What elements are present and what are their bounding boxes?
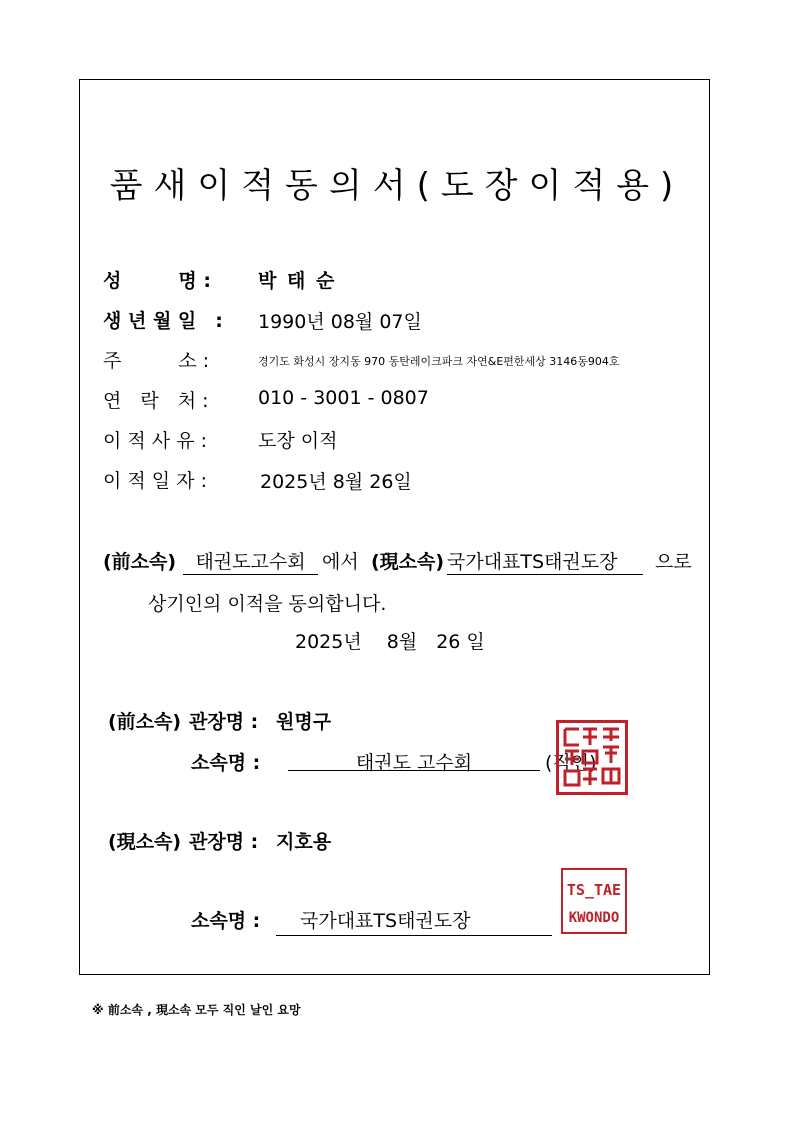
consent-prev-school: 태권도고수회 (183, 547, 318, 575)
name-value: 박 태 순 (258, 270, 337, 292)
curr-director-name: 지호용 (276, 831, 332, 853)
name-label: 성 명 : (103, 270, 211, 292)
contact-label: 연 락 처 : (103, 390, 209, 412)
prev-school-name: 태권도 고수회 (355, 752, 473, 774)
curr-school-label: 소속명 : (191, 910, 261, 932)
date-label: 이 적 일 자 : (103, 470, 207, 492)
consent-prev-tag: (前소속) (103, 551, 177, 573)
prev-tag: (前소속) (108, 711, 182, 733)
curr-school-seal (561, 868, 627, 934)
prev-school-label: 소속명 : (191, 752, 261, 774)
prev-director-label: 관장명 : (189, 711, 259, 733)
document-title: 품새이적동의서(도장이적용) (109, 166, 685, 206)
prev-school-underline (288, 770, 540, 771)
prev-school-seal (556, 720, 628, 795)
consent-to-text: 으로 (655, 551, 692, 573)
reason-value: 도장 이적 (258, 430, 338, 452)
consent-curr-school: 국가대표TS태권도장 (447, 547, 643, 575)
reason-label: 이 적 사 유 : (103, 430, 207, 452)
footnote: ※ 前소속 , 現소속 모두 직인 날인 요망 (92, 1003, 301, 1017)
seal-line-1: TS_TAE (566, 881, 622, 899)
consent-curr-tag: (現소속) (371, 551, 445, 573)
curr-tag: (現소속) (108, 831, 182, 853)
curr-school-underline (276, 935, 552, 936)
consent-date: 2025년 8월 26 일 (295, 631, 485, 653)
seal-pattern-icon (559, 723, 625, 792)
prev-director-name: 원명구 (276, 711, 332, 733)
prev-seal-label: (직인) (545, 752, 597, 774)
contact-value: 010 - 3001 - 0807 (258, 387, 429, 409)
date-value: 2025년 8월 26일 (260, 471, 412, 493)
consent-from-text: 에서 (322, 551, 359, 573)
curr-school-name: 국가대표TS태권도장 (300, 910, 471, 932)
address-label: 주 소 : (103, 350, 210, 372)
address-value: 경기도 화성시 장지동 970 동탄레이크파크 자연&E편한세상 3146동904호 (258, 355, 620, 368)
birth-label: 생 년 월 일 : (103, 310, 223, 332)
curr-director-label: 관장명 : (189, 831, 259, 853)
seal-line-2: KWONDO (568, 910, 620, 926)
birth-value: 1990년 08월 07일 (258, 311, 422, 333)
consent-statement: 상기인의 이적을 동의합니다. (148, 593, 387, 615)
